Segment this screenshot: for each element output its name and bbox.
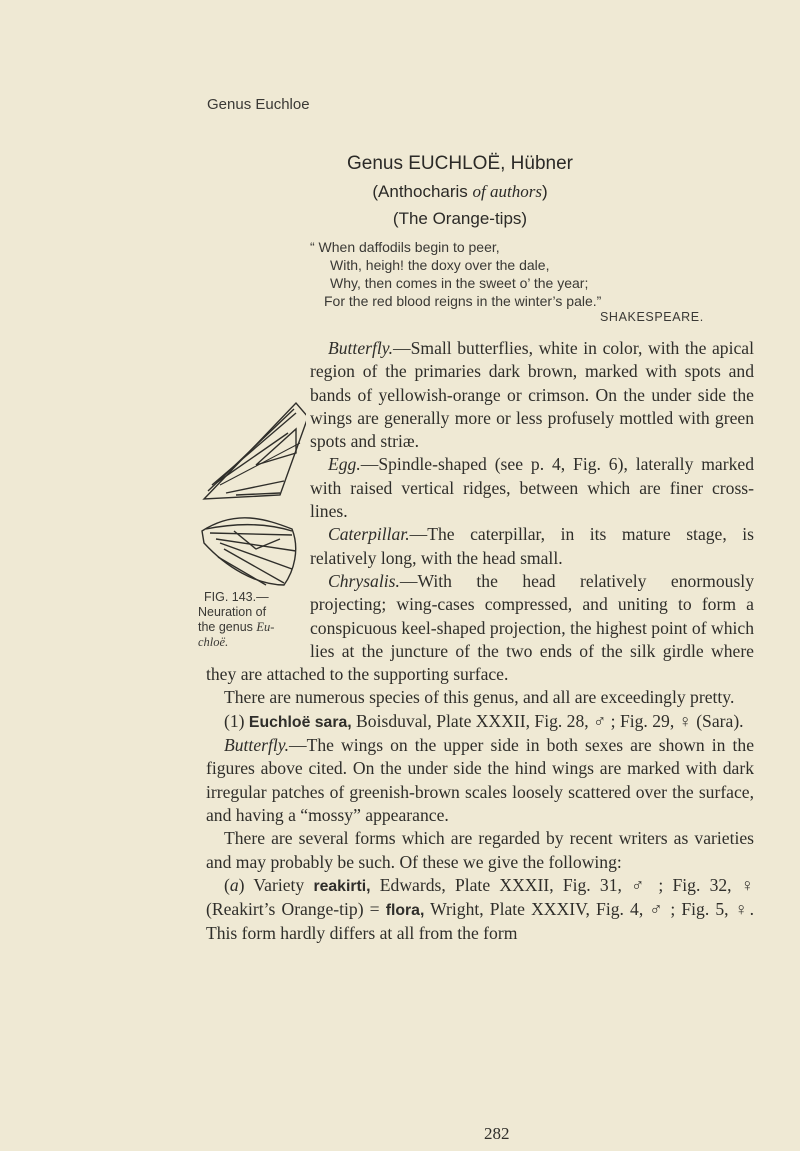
poem-line: Why, then comes in the sweet o’ the year; (330, 275, 589, 291)
variety-name: reakirti, (313, 877, 371, 895)
paragraph-text: —With the head relatively enormously projecting; wing-cases compressed, and uniting to form a conspicuous keel-shaped projection, the highest point of which lies at the juncture of the two ends of the silk girdle where they are attached to the supporting surface. (206, 570, 754, 685)
page-number: 282 (484, 1124, 510, 1143)
section-label: Caterpillar. (328, 524, 410, 545)
paragraph-sara (206, 710, 754, 734)
poem-line: For the red blood reigns in the winter’s pale.” (324, 293, 602, 309)
paragraph-text: Wright, Plate XXXIV, Fig. 4, ♂ ; Fig. 5, ♀. This form hardly differs at all from the form (206, 899, 754, 944)
paragraph-text: There are numerous species of this genus, and all are exceedingly pretty. (224, 687, 735, 708)
figure-caption-text: the genus (198, 620, 257, 634)
synonym-line (190, 178, 730, 205)
paragraph-italic: a (229, 874, 239, 895)
synonym-close: ) (541, 182, 548, 201)
paragraph-text: Boisduval, Plate XXXII, Fig. 28, ♂ ; Fig. 29, ♀ (Sara). (351, 710, 744, 731)
paragraph-text: Edwards, Plate XXXII, Fig. 31, ♂ ; Fig. 32, ♀ (Reakirt’s Orange-tip) = (206, 874, 754, 920)
section-label: Butterfly. (328, 338, 393, 358)
genus-title: Genus EUCHLOË, Hübner (347, 153, 573, 174)
species-name: Euchloë sara, (248, 713, 352, 731)
epigraph-poem (310, 238, 750, 310)
figure-caption-line: Neuration of (198, 605, 267, 619)
paragraph-species (206, 686, 754, 709)
poem-attribution: SHAKESPEARE. (600, 310, 704, 324)
paragraph-text: There are several forms which are regarded by recent writers as varieties and may probably be such. Of these we give the following: (206, 828, 754, 872)
paragraph-text: ( (224, 874, 230, 895)
section-label: Egg. (328, 454, 361, 475)
synonym-text: (Anthocharis (372, 182, 473, 201)
poem-line: With, heigh! the doxy over the dale, (330, 257, 550, 273)
paragraph-text: ) Variety (238, 874, 314, 895)
paragraph-text: —The caterpillar, in its mature stage, is relatively long, with the head small. (310, 524, 754, 568)
synonym-italic: of authors (472, 182, 542, 201)
running-header: Genus Euchloe (207, 96, 310, 113)
paragraph-reakirti (206, 874, 754, 946)
figure-label: FIG. 143.— (204, 590, 269, 604)
section-label: Chrysalis. (328, 570, 400, 591)
paragraph-text: —The wings on the upper side in both sexes are shown in the figures above cited. On the under side the hind wings are marked with dark irregular patches of greenish-brown scales loosely scattered over the surface, and having a “mossy” appearance. (206, 735, 754, 825)
common-name: (The Orange-tips) (392, 209, 528, 228)
paragraph-text: —Spindle-shaped (see p. 4, Fig. 6), laterally marked with raised vertical ridges, between which are finer cross-lines. (310, 454, 754, 522)
variety-name: flora, (385, 902, 425, 920)
paragraph-text: —Small butterflies, white in color, with the apical region of the primaries dark brown, marked with spots and bands of yellowish-orange or crimson. On the under side the wings are generally more or less profusely mottled with green spots and striæ. (310, 338, 754, 452)
main-text (206, 337, 754, 946)
poem-line: “ When daffodils begin to peer, (310, 239, 500, 255)
figure-caption-italic: Eu- (256, 620, 275, 634)
genus-title-block (190, 150, 730, 232)
paragraph-sara-butterfly (206, 734, 754, 827)
paragraph-text: (1) (224, 710, 249, 731)
section-label: Butterfly. (224, 735, 289, 756)
figure-caption-italic: chloë. (198, 635, 229, 649)
paragraph-varieties (206, 827, 754, 874)
figure-spacer (192, 383, 310, 648)
